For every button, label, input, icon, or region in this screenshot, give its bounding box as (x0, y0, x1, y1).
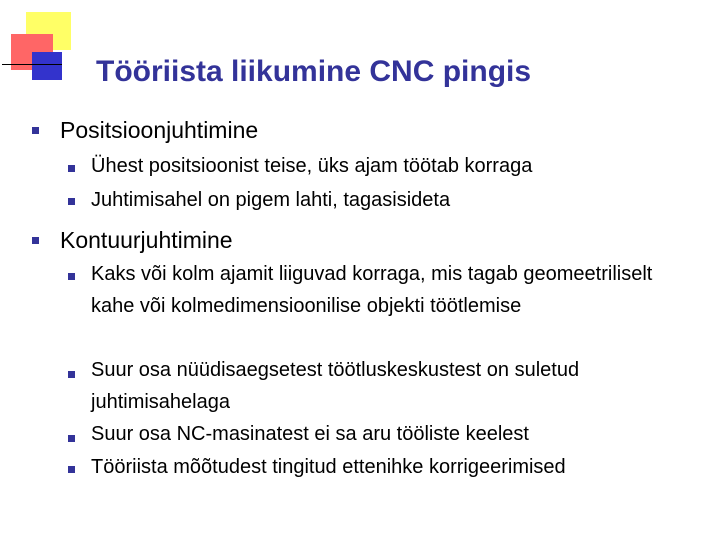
logo-blue-square (32, 52, 62, 80)
list-item: Kaks või kolm ajamit liiguvad korraga, mis tagab geomeetriliselt kahe või kolmedimensioonilise objekti töötlemise (91, 263, 653, 317)
bullet-icon (68, 165, 75, 172)
bullet-icon (68, 273, 75, 280)
bullet-icon (32, 237, 39, 244)
list-item: Suur osa nüüdisaegsetest töötluskeskustest on suletud juhtimisahelaga (91, 359, 580, 413)
list-item: Tööriista mõõtudest tingitud ettenihke korrigeerimised (91, 456, 566, 478)
list-item: Juhtimisahel on pigem lahti, tagasisideta (91, 189, 451, 211)
bullet-icon (68, 466, 75, 473)
bullet-icon (32, 127, 39, 134)
list-item: Ühest positsioonist teise, üks ajam töötab korraga (91, 155, 533, 177)
bullet-icon (68, 371, 75, 378)
logo-line (2, 64, 62, 65)
list-item: Suur osa NC-masinatest ei sa aru tööliste keelest (91, 423, 529, 445)
slide-logo-decoration (0, 0, 80, 90)
slide-title: Tööriista liikumine CNC pingis (96, 55, 532, 88)
bullet-icon (68, 435, 75, 442)
section-heading-positsioonjuhtimine: Positsioonjuhtimine (60, 117, 259, 143)
bullet-icon (68, 198, 75, 205)
section-heading-kontuurjuhtimine: Kontuurjuhtimine (60, 227, 233, 253)
